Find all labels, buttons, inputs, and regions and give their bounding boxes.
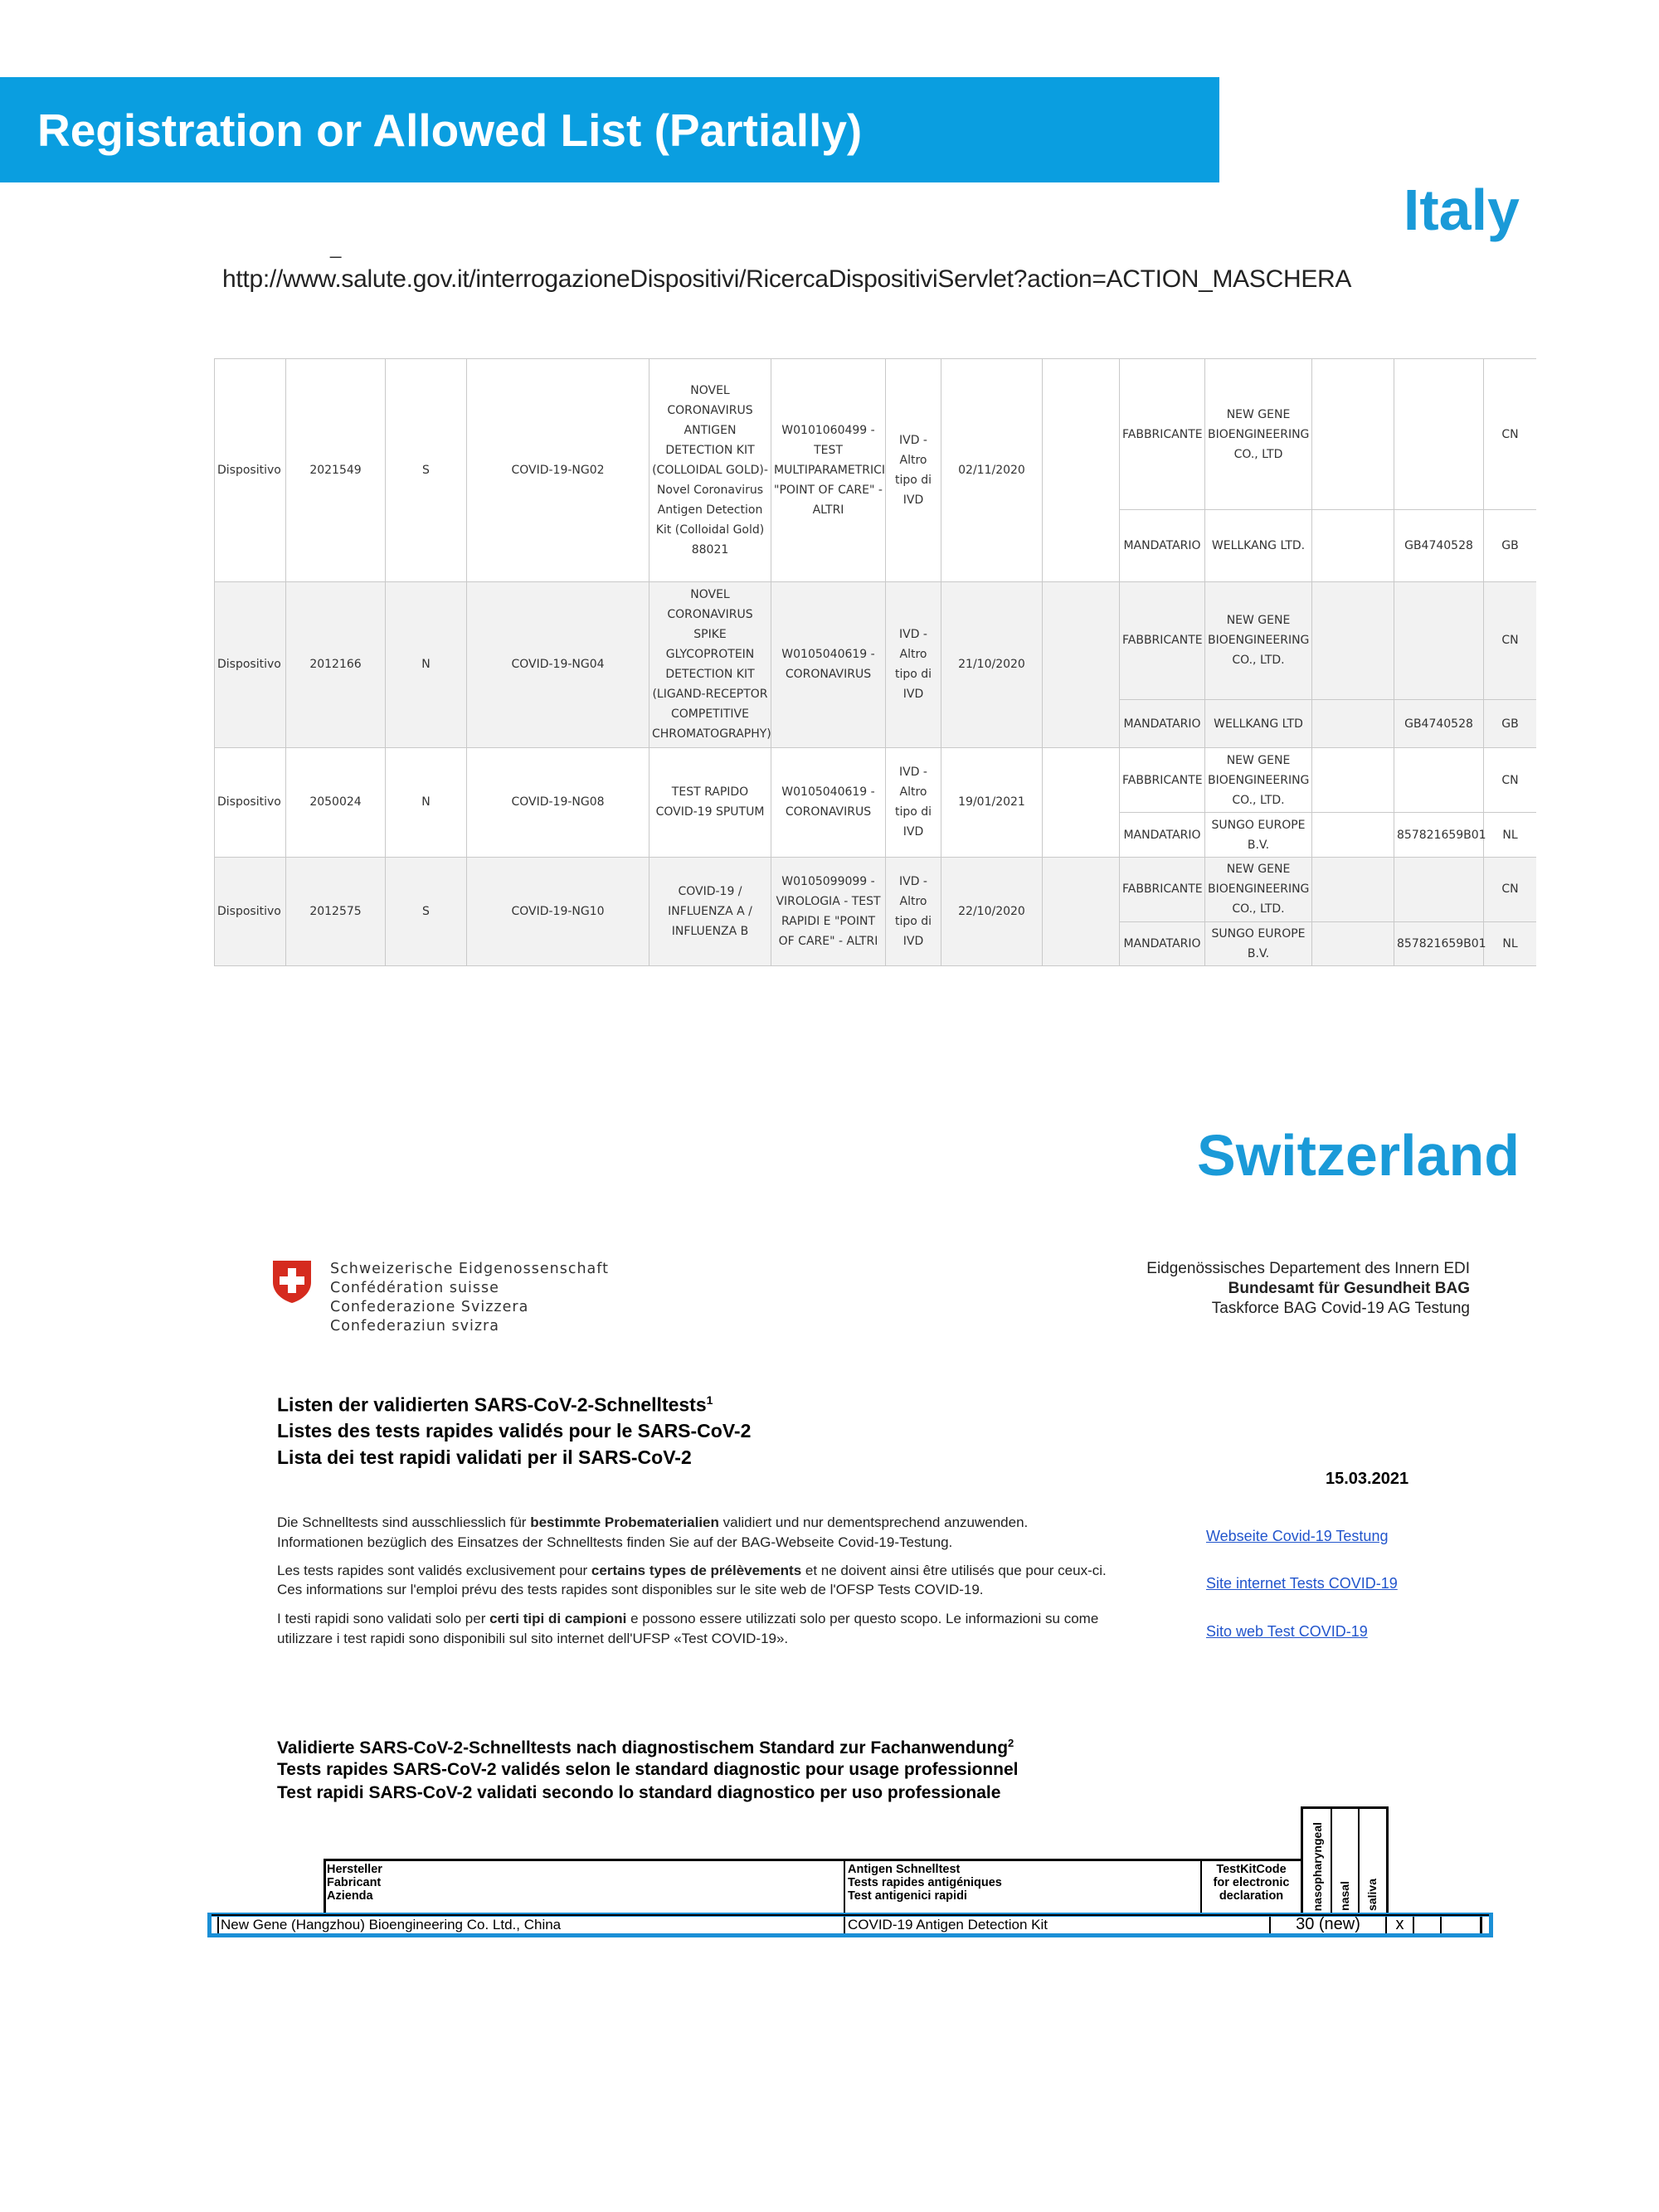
italy-cell-vat [1394, 581, 1484, 699]
italy-cell-cnd: W0105099099 - VIROLOGIA - TEST RAPIDI E "POINT OF CARE" - ALTRI [771, 857, 886, 965]
paragraph-fr-line1: Les tests rapides sont validés exclusivement pour certains types de prélèvements et ne doivent ainsi être utilisés que pour ceux-ci. [277, 1563, 1107, 1578]
italy-cell-role: MANDATARIO [1120, 813, 1205, 857]
italy-cell-role: MANDATARIO [1120, 510, 1205, 581]
paragraph-fr-line2: Ces informations sur l'emploi prévu des tests rapides sont disponibles sur le site web de l'OFSP Tests COVID-19. [277, 1582, 984, 1597]
italy-cell-date: 22/10/2020 [941, 857, 1043, 965]
page-title: Registration or Allowed List (Partially) [37, 105, 863, 156]
italy-cell-empty [1312, 359, 1394, 510]
paragraph-de-line1: Die Schnelltests sind ausschliesslich für bestimmte Probematerialien validiert und nur dementsprechend anzuwenden. [277, 1514, 1029, 1530]
italy-source-url: http://www.salute.gov.it/interrogazioneDispositivi/RicercaDispositiviServlet?action=ACTION_MASCHERA [222, 265, 1352, 293]
italy-cell-code: COVID-19-NG10 [467, 857, 649, 965]
italy-cell-org: NEW GENE BIOENGINEERING CO., LTD. [1205, 857, 1312, 921]
italy-cell-empty [1312, 813, 1394, 857]
italy-cell-name: TEST RAPIDO COVID-19 SPUTUM [649, 748, 771, 857]
italy-table [214, 358, 1536, 966]
italy-cell-name: NOVEL CORONAVIRUS ANTIGEN DETECTION KIT (COLLOIDAL GOLD)-Novel Coronavirus Antigen Detection Kit (Colloidal Gold) 88021 [649, 359, 771, 582]
confederation-line-it: Confederazione Svizzera [330, 1299, 529, 1315]
italy-cell-flag: S [386, 359, 467, 582]
italy-cell-role: FABBRICANTE [1120, 857, 1205, 921]
italy-cell-org: WELLKANG LTD. [1205, 510, 1312, 581]
row-test-name: COVID-19 Antigen Detection Kit [848, 1917, 1048, 1932]
italy-cell-flag: N [386, 748, 467, 857]
italy-cell-role: FABBRICANTE [1120, 581, 1205, 699]
italy-cell-id: 2012166 [286, 581, 386, 748]
italy-cell-tipo: Dispositivo [215, 359, 286, 582]
italy-cell-empty [1312, 857, 1394, 921]
doc-title-it: Lista dei test rapidi validati per il SARS-CoV-2 [277, 1446, 692, 1468]
italy-cell-country: NL [1484, 813, 1537, 857]
row-testkit-code: 30 (new) [1296, 1915, 1360, 1933]
switzerland-heading: Switzerland [1197, 1123, 1520, 1188]
italy-cell-country: CN [1484, 857, 1537, 921]
section-title-it: Test rapidi SARS-CoV-2 validati secondo lo standard diagnostico per uso professionale [277, 1783, 1001, 1802]
italy-cell-empty [1043, 857, 1120, 965]
italy-cell-country: NL [1484, 921, 1537, 965]
italy-cell-name: COVID-19 / INFLUENZA A / INFLUENZA B [649, 857, 771, 965]
italy-cell-id: 2021549 [286, 359, 386, 582]
italy-cell-code: COVID-19-NG02 [467, 359, 649, 582]
italy-cell-tipo: Dispositivo [215, 581, 286, 748]
italy-cell-country: CN [1484, 581, 1537, 699]
italy-cell-cnd: W0105040619 - CORONAVIRUS [771, 581, 886, 748]
italy-cell-code: COVID-19-NG08 [467, 748, 649, 857]
italy-cell-class: IVD - Altro tipo di IVD [886, 581, 941, 748]
italy-cell-cnd: W0105040619 - CORONAVIRUS [771, 748, 886, 857]
col-nasal-header: nasal [1338, 1881, 1351, 1911]
italy-cell-org: SUNGO EUROPE B.V. [1205, 921, 1312, 965]
col-testkitcode-header: TestKitCode for electronic declaration [1213, 1863, 1290, 1903]
italy-cell-empty [1312, 921, 1394, 965]
italy-registry-table [214, 358, 1536, 966]
italy-cell-vat [1394, 359, 1484, 510]
italy-cell-org: SUNGO EUROPE B.V. [1205, 813, 1312, 857]
italy-cell-org: NEW GENE BIOENGINEERING CO., LTD. [1205, 581, 1312, 699]
italy-cell-empty [1312, 748, 1394, 813]
paragraph-it-line1: I testi rapidi sono validati solo per certi tipi di campioni e possono essere utilizzati solo per questo scopo. Le informazioni su come [277, 1611, 1099, 1626]
italy-cell-date: 02/11/2020 [941, 359, 1043, 582]
italy-cell-org: NEW GENE BIOENGINEERING CO., LTD. [1205, 748, 1312, 813]
italy-cell-date: 21/10/2020 [941, 581, 1043, 748]
italy-heading: Italy [1403, 177, 1520, 242]
confederation-line-de: Schweizerische Eidgenossenschaft [330, 1261, 609, 1277]
italy-cell-date: 19/01/2021 [941, 748, 1043, 857]
italy-cell-name: NOVEL CORONAVIRUS SPIKE GLYCOPROTEIN DETECTION KIT (LIGAND-RECEPTOR COMPETITIVE CHROMATOGRAPHY) [649, 581, 771, 748]
italy-cell-empty [1043, 748, 1120, 857]
italy-cell-cnd: W0101060499 - TEST MULTIPARAMETRICI "POINT OF CARE" - ALTRI [771, 359, 886, 582]
italy-cell-empty [1312, 581, 1394, 699]
italy-table-row [215, 581, 1537, 699]
italy-cell-vat: GB4740528 [1394, 510, 1484, 581]
italy-cell-empty [1312, 700, 1394, 748]
italy-cell-role: FABBRICANTE [1120, 748, 1205, 813]
italy-cell-role: FABBRICANTE [1120, 359, 1205, 510]
italy-cell-org: NEW GENE BIOENGINEERING CO., LTD [1205, 359, 1312, 510]
italy-cell-id: 2050024 [286, 748, 386, 857]
office-name: Bundesamt für Gesundheit BAG [1228, 1280, 1470, 1297]
italy-cell-empty [1312, 510, 1394, 581]
italy-cell-country: CN [1484, 748, 1537, 813]
col-manufacturer-header: Hersteller Fabricant Azienda [327, 1863, 382, 1903]
section-title-fr: Tests rapides SARS-CoV-2 validés selon le standard diagnostic pour usage professionnel [277, 1760, 1019, 1779]
italy-cell-class: IVD - Altro tipo di IVD [886, 359, 941, 582]
doc-title-fr: Listes des tests rapides validés pour le SARS-CoV-2 [277, 1420, 752, 1441]
doc-title-de: Listen der validierten SARS-CoV-2-Schnelltests$^1$ [277, 1393, 713, 1416]
link-webseite-covid-19-testung[interactable]: Webseite Covid-19 Testung [1206, 1528, 1389, 1544]
col-nasopharyngeal-header: nasopharyngeal [1311, 1821, 1324, 1911]
italy-cell-flag: N [386, 581, 467, 748]
italy-cell-class: IVD - Altro tipo di IVD [886, 748, 941, 857]
link-sito-web-test-covid-19[interactable]: Sito web Test COVID-19 [1206, 1623, 1368, 1640]
row-nasopharyngeal-mark: x [1395, 1915, 1404, 1933]
link-site-internet-tests-covid-19[interactable]: Site internet Tests COVID-19 [1206, 1575, 1398, 1592]
italy-table-row [215, 857, 1537, 921]
italy-cell-tipo: Dispositivo [215, 748, 286, 857]
italy-cell-role: MANDATARIO [1120, 700, 1205, 748]
col-saliva-header: saliva [1365, 1879, 1379, 1911]
italy-cell-vat: GB4740528 [1394, 700, 1484, 748]
dash-mark: _ [330, 236, 342, 259]
italy-cell-vat: 857821659B01 [1394, 813, 1484, 857]
confederation-line-fr: Confédération suisse [330, 1280, 499, 1296]
italy-cell-flag: S [386, 857, 467, 965]
italy-cell-code: COVID-19-NG04 [467, 581, 649, 748]
col-test-header: Antigen Schnelltest Tests rapides antigéniques Test antigenici rapidi [848, 1863, 1002, 1903]
department-name: Eidgenössisches Departement des Innern EDI [1146, 1260, 1470, 1277]
confederation-line-rm: Confederaziun svizra [330, 1318, 499, 1334]
italy-cell-vat: 857821659B01 [1394, 921, 1484, 965]
italy-cell-empty [1043, 581, 1120, 748]
italy-cell-country: GB [1484, 510, 1537, 581]
italy-cell-vat [1394, 857, 1484, 921]
taskforce-name: Taskforce BAG Covid-19 AG Testung [1211, 1300, 1470, 1317]
italy-table-row [215, 359, 1537, 510]
row-manufacturer: New Gene (Hangzhou) Bioengineering Co. Ltd., China [221, 1917, 562, 1932]
paragraph-de-line2: Informationen bezüglich des Einsatzes der Schnelltests finden Sie auf der BAG-Webseite Covid-19-Testung. [277, 1534, 953, 1550]
italy-cell-class: IVD - Altro tipo di IVD [886, 857, 941, 965]
swiss-coat-of-arms-icon [271, 1259, 313, 1304]
italy-cell-empty [1043, 359, 1120, 582]
italy-cell-role: MANDATARIO [1120, 921, 1205, 965]
paragraph-it-line2: utilizzare i test rapidi sono disponibili sul sito internet dell'UFSP «Test COVID-19». [277, 1631, 789, 1646]
italy-cell-org: WELLKANG LTD [1205, 700, 1312, 748]
italy-cell-id: 2012575 [286, 857, 386, 965]
document-date: 15.03.2021 [1326, 1470, 1409, 1488]
italy-cell-country: GB [1484, 700, 1537, 748]
section-title-de: Validierte SARS-CoV-2-Schnelltests nach diagnostischem Standard zur Fachanwendung$^2$ [277, 1737, 1014, 1757]
italy-cell-country: CN [1484, 359, 1537, 510]
italy-table-row [215, 748, 1537, 813]
italy-cell-vat [1394, 748, 1484, 813]
italy-cell-tipo: Dispositivo [215, 857, 286, 965]
